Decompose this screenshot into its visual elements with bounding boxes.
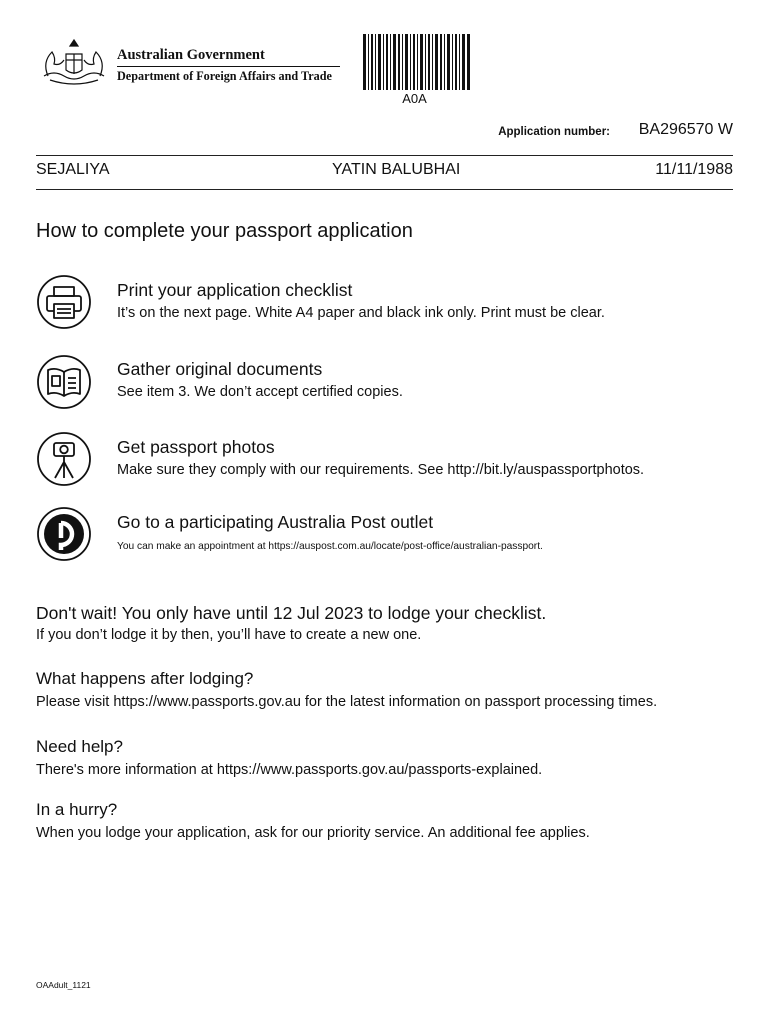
step-1-title: Print your application checklist [117, 280, 353, 300]
department-name: Department of Foreign Affairs and Trade [117, 69, 332, 83]
after-lodging-title: What happens after lodging? [36, 669, 254, 688]
header-divider [117, 66, 340, 67]
surname: SEJALIYA [36, 161, 110, 178]
top-rule [36, 155, 733, 156]
coat-of-arms-logo [36, 36, 112, 88]
barcode-text: A0A [402, 91, 427, 106]
document-icon [36, 354, 92, 410]
application-number: BA296570 W [638, 121, 733, 138]
form-code: OAAdult_1121 [36, 980, 91, 990]
given-names: YATIN BALUBHAI [332, 161, 461, 178]
after-lodging-desc: Please visit https://www.passports.gov.au for the latest information on passport processing times. [36, 694, 658, 710]
printer-icon [36, 274, 92, 330]
camera-icon [36, 431, 92, 487]
in-a-hurry-desc: When you lodge your application, ask for our priority service. An additional fee applies. [36, 825, 590, 841]
barcode [363, 34, 471, 90]
step-3-desc: Make sure they comply with our requirements. See http://bit.ly/auspassportphotos. [117, 462, 645, 478]
deadline-desc: If you don’t lodge it by then, you’ll have to create a new one. [36, 627, 422, 643]
step-2-desc: See item 3. We don’t accept certified copies. [117, 384, 403, 400]
step-2-title: Gather original documents [117, 359, 323, 379]
date-of-birth: 11/11/1988 [655, 161, 733, 178]
application-number-label: Application number: [498, 126, 610, 138]
need-help-desc: There's more information at https://www.passports.gov.au/passports-explained. [36, 762, 543, 778]
government-name: Australian Government [117, 47, 265, 63]
page-heading: How to complete your passport application [36, 220, 413, 242]
australia-post-icon [36, 506, 92, 562]
need-help-title: Need help? [36, 737, 123, 756]
step-4-desc: You can make an appointment at https://auspost.com.au/locate/post-office/australian-passport. [117, 541, 543, 552]
in-a-hurry-title: In a hurry? [36, 800, 118, 819]
deadline-title: Don't wait! You only have until 12 Jul 2023 to lodge your checklist. [36, 603, 547, 623]
step-3-title: Get passport photos [117, 437, 275, 457]
step-1-desc: It’s on the next page. White A4 paper and black ink only. Print must be clear. [117, 305, 605, 321]
step-4-title: Go to a participating Australia Post outlet [117, 512, 434, 532]
bottom-rule [36, 189, 733, 190]
